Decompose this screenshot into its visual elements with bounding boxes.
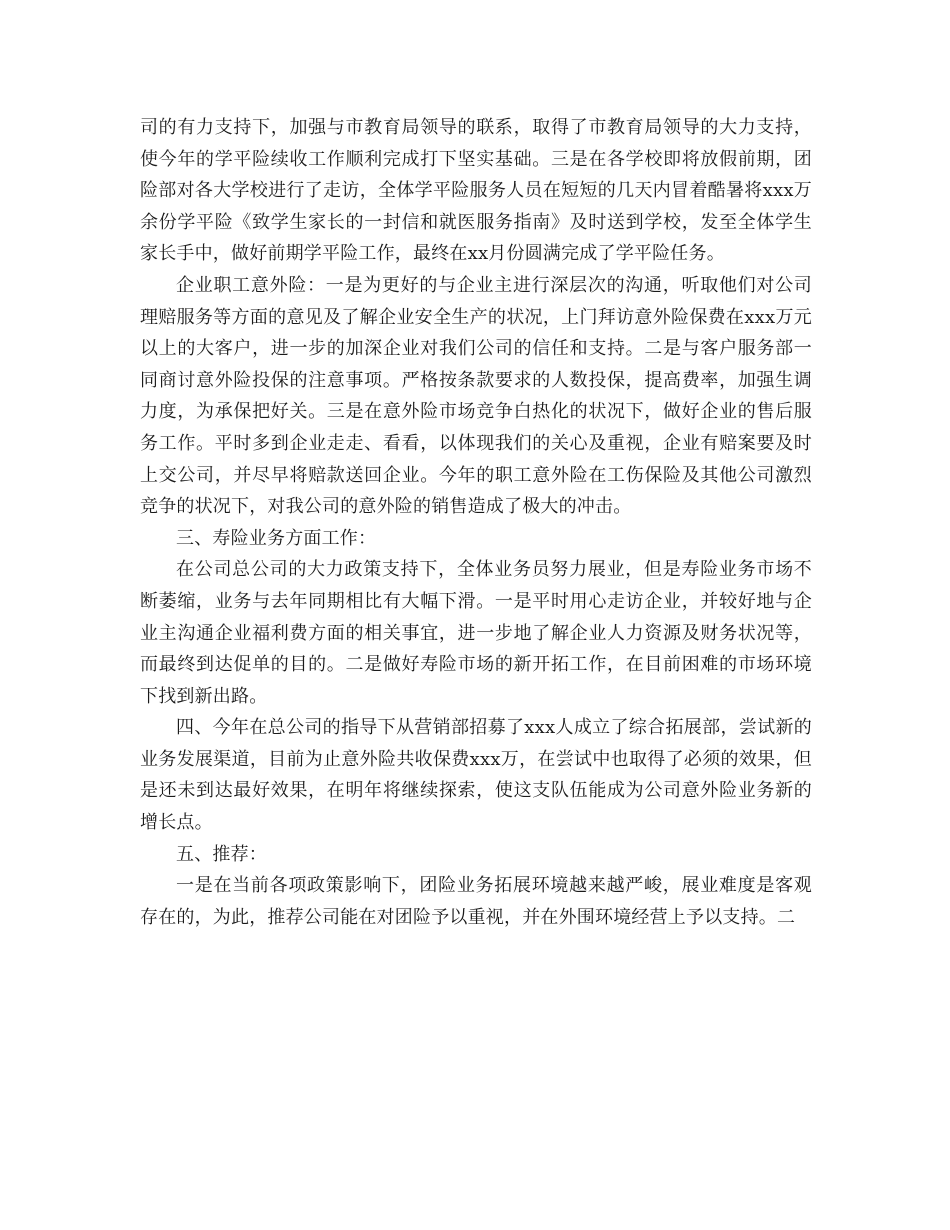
paragraph-student-insurance-end: 司的有力支持下，加强与市教育局领导的联系，取得了市教育局领导的大力支持，使今年的学平险续收工作顺利完成打下坚实基础。三是在各学校即将放假前期，团险部对各大学校进行了走访，全体学平险服务人员在短短的几天内冒着酷暑将xxx万余份学平险《致学生家长的一封信和就医服务指南》及时送到学校，发至全体学生家长手中，做好前期学平险工作，最终在xx月份圆满完成了学平险任务。 — [140, 117, 812, 265]
section-heading-life-insurance: 三、寿险业务方面工作： — [176, 527, 377, 549]
paragraph-employee-accident-insurance: 企业职工意外险：一是为更好的与企业主进行深层次的沟通，听取他们对公司理赔服务等方面的意见及了解企业安全生产的状况，上门拜访意外险保费在xxx万元以上的大客户，进一步的加深企业对我们公司的信任和支持。二是与客户服务部一同商讨意外险投保的注意事项。严格按条款要求的人数投保，提高费率，加强生调力度，为承保把好关。三是在意外险市场竞争白热化的状况下，做好企业的售后服务工作。平时多到企业走走、看看，以体现我们的关心及重视，企业有赔案要及时上交公司，并尽早将赔款送回企业。今年的职工意外险在工伤保险及其他公司激烈竞争的状况下，对我公司的意外险的销售造成了极大的冲击。 — [140, 274, 812, 518]
paragraph-expansion-department: 四、今年在总公司的指导下从营销部招募了xxx人成立了综合拓展部，尝试新的业务发展渠道，目前为止意外险共收保费xxx万，在尝试中也取得了必须的效果，但是还未到达最好效果，在明年将继续探索，使这支队伍能成为公司意外险业务新的增长点。 — [140, 717, 812, 834]
paragraph-recommendation-one: 一是在当前各项政策影响下，团险业务拓展环境越来越严峻，展业难度是客观存在的，为此，推荐公司能在对团险予以重视，并在外围环境经营上予以支持。二 — [140, 875, 812, 928]
document-page — [140, 112, 812, 933]
section-heading-recommendations: 五、推荐： — [176, 843, 267, 865]
paragraph-life-insurance: 在公司总公司的大力政策支持下，全体业务员努力展业，但是寿险业务市场不断萎缩，业务与去年同期相比有大幅下滑。一是平时用心走访企业，并较好地与企业主沟通企业福利费方面的相关事宜，进一步地了解企业人力资源及财务状况等，而最终到达促单的目的。二是做好寿险市场的新开拓工作，在目前困难的市场环境下找到新出路。 — [140, 559, 812, 707]
